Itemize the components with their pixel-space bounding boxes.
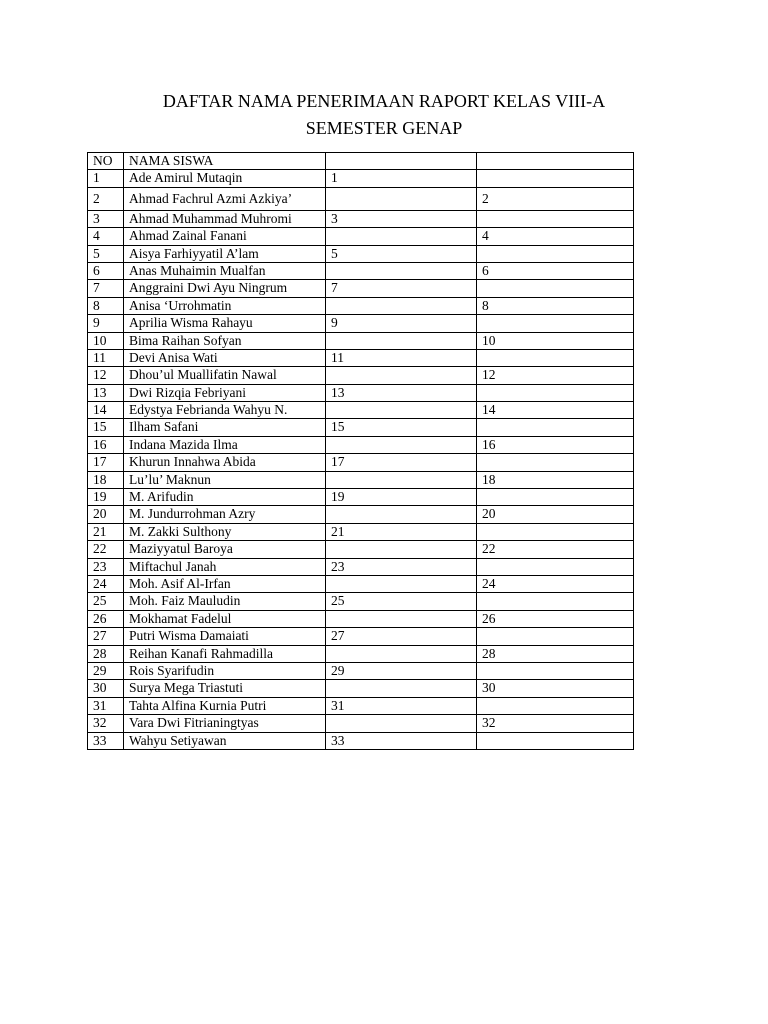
even-number-cell: 12: [477, 367, 634, 384]
table-row: [88, 489, 634, 506]
student-name: Putri Wisma Damaiati: [124, 628, 326, 645]
even-number-cell: 30: [477, 680, 634, 697]
student-name: Ilham Safani: [124, 419, 326, 436]
row-number: 15: [88, 419, 124, 436]
even-number-cell: 18: [477, 471, 634, 488]
odd-number-cell: [326, 262, 477, 279]
odd-number-cell: [326, 187, 477, 210]
table-row: [88, 628, 634, 645]
odd-number-cell: 31: [326, 697, 477, 714]
even-number-cell: [477, 170, 634, 187]
student-name: Aprilia Wisma Rahayu: [124, 315, 326, 332]
even-number-cell: [477, 245, 634, 262]
table-row: [88, 419, 634, 436]
odd-number-cell: 15: [326, 419, 477, 436]
odd-number-cell: 33: [326, 732, 477, 749]
student-name: Devi Anisa Wati: [124, 349, 326, 366]
student-name: Aisya Farhiyyatil A’lam: [124, 245, 326, 262]
table-row: [88, 454, 634, 471]
student-name: Ahmad Zainal Fanani: [124, 228, 326, 245]
table-row: [88, 593, 634, 610]
table-row: [88, 297, 634, 314]
odd-number-cell: [326, 645, 477, 662]
even-number-cell: 6: [477, 262, 634, 279]
even-number-cell: [477, 454, 634, 471]
student-name: Dwi Rizqia Febriyani: [124, 384, 326, 401]
table-row: [88, 680, 634, 697]
row-number: 32: [88, 715, 124, 732]
odd-number-cell: [326, 436, 477, 453]
odd-number-cell: 7: [326, 280, 477, 297]
row-number: 31: [88, 697, 124, 714]
student-name: Tahta Alfina Kurnia Putri: [124, 697, 326, 714]
student-name: M. Jundurrohman Azry: [124, 506, 326, 523]
row-number: 4: [88, 228, 124, 245]
even-number-cell: [477, 662, 634, 679]
student-name: Lu’lu’ Maknun: [124, 471, 326, 488]
row-number: 11: [88, 349, 124, 366]
even-number-cell: [477, 489, 634, 506]
table-row: [88, 715, 634, 732]
table-row: [88, 280, 634, 297]
table-row: [88, 645, 634, 662]
even-number-cell: 8: [477, 297, 634, 314]
odd-number-cell: 1: [326, 170, 477, 187]
row-number: 1: [88, 170, 124, 187]
row-number: 20: [88, 506, 124, 523]
row-number: 19: [88, 489, 124, 506]
odd-number-cell: [326, 680, 477, 697]
student-table: [87, 152, 634, 750]
header-name: NAMA SISWA: [124, 153, 326, 170]
row-number: 22: [88, 541, 124, 558]
odd-number-cell: 29: [326, 662, 477, 679]
even-number-cell: [477, 419, 634, 436]
student-name: Wahyu Setiyawan: [124, 732, 326, 749]
row-number: 5: [88, 245, 124, 262]
table-row: [88, 384, 634, 401]
even-number-cell: 26: [477, 610, 634, 627]
even-number-cell: [477, 628, 634, 645]
even-number-cell: 32: [477, 715, 634, 732]
row-number: 18: [88, 471, 124, 488]
even-number-cell: 16: [477, 436, 634, 453]
even-number-cell: [477, 210, 634, 227]
odd-number-cell: 23: [326, 558, 477, 575]
row-number: 28: [88, 645, 124, 662]
row-number: 17: [88, 454, 124, 471]
row-number: 33: [88, 732, 124, 749]
table-row: [88, 262, 634, 279]
row-number: 10: [88, 332, 124, 349]
odd-number-cell: 11: [326, 349, 477, 366]
even-number-cell: [477, 280, 634, 297]
student-name: M. Zakki Sulthony: [124, 523, 326, 540]
odd-number-cell: [326, 541, 477, 558]
table-row: [88, 662, 634, 679]
student-name: Edystya Febrianda Wahyu N.: [124, 402, 326, 419]
table-row: [88, 332, 634, 349]
student-name: Maziyyatul Baroya: [124, 541, 326, 558]
row-number: 26: [88, 610, 124, 627]
student-name: Ade Amirul Mutaqin: [124, 170, 326, 187]
even-number-cell: 4: [477, 228, 634, 245]
odd-number-cell: [326, 367, 477, 384]
student-name: Khurun Innahwa Abida: [124, 454, 326, 471]
student-name: Bima Raihan Sofyan: [124, 332, 326, 349]
odd-number-cell: [326, 402, 477, 419]
row-number: 24: [88, 575, 124, 592]
row-number: 30: [88, 680, 124, 697]
table-row: [88, 732, 634, 749]
student-name: Mokhamat Fadelul: [124, 610, 326, 627]
odd-number-cell: 17: [326, 454, 477, 471]
even-number-cell: [477, 593, 634, 610]
odd-number-cell: [326, 471, 477, 488]
odd-number-cell: 27: [326, 628, 477, 645]
odd-number-cell: 3: [326, 210, 477, 227]
odd-number-cell: 19: [326, 489, 477, 506]
student-name: M. Arifudin: [124, 489, 326, 506]
document-subtitle: SEMESTER GENAP: [305, 118, 463, 138]
table-row: [88, 187, 634, 210]
row-number: 13: [88, 384, 124, 401]
odd-number-cell: [326, 715, 477, 732]
odd-number-cell: 25: [326, 593, 477, 610]
row-number: 12: [88, 367, 124, 384]
student-name: Vara Dwi Fitrianingtyas: [124, 715, 326, 732]
header-col3: [326, 153, 477, 170]
even-number-cell: 22: [477, 541, 634, 558]
student-name: Reihan Kanafi Rahmadilla: [124, 645, 326, 662]
row-number: 29: [88, 662, 124, 679]
odd-number-cell: [326, 506, 477, 523]
student-name: Dhou’ul Muallifatin Nawal: [124, 367, 326, 384]
row-number: 9: [88, 315, 124, 332]
odd-number-cell: [326, 332, 477, 349]
table-row: [88, 558, 634, 575]
header-no: NO: [88, 153, 124, 170]
table-row: [88, 228, 634, 245]
student-name: Surya Mega Triastuti: [124, 680, 326, 697]
even-number-cell: 2: [477, 187, 634, 210]
row-number: 6: [88, 262, 124, 279]
row-number: 25: [88, 593, 124, 610]
table-row: [88, 541, 634, 558]
student-name: Indana Mazida Ilma: [124, 436, 326, 453]
table-row: [88, 402, 634, 419]
student-name: Miftachul Janah: [124, 558, 326, 575]
even-number-cell: [477, 384, 634, 401]
odd-number-cell: [326, 228, 477, 245]
student-name: Anggraini Dwi Ayu Ningrum: [124, 280, 326, 297]
odd-number-cell: 9: [326, 315, 477, 332]
table-row: [88, 349, 634, 366]
table-row: [88, 245, 634, 262]
student-name: Rois Syarifudin: [124, 662, 326, 679]
odd-number-cell: 5: [326, 245, 477, 262]
even-number-cell: [477, 349, 634, 366]
student-name: Ahmad Muhammad Muhromi: [124, 210, 326, 227]
odd-number-cell: 21: [326, 523, 477, 540]
table-row: [88, 315, 634, 332]
odd-number-cell: [326, 297, 477, 314]
table-row: [88, 506, 634, 523]
odd-number-cell: 13: [326, 384, 477, 401]
row-number: 14: [88, 402, 124, 419]
even-number-cell: 10: [477, 332, 634, 349]
student-name: Moh. Asif Al-Irfan: [124, 575, 326, 592]
even-number-cell: [477, 523, 634, 540]
even-number-cell: [477, 315, 634, 332]
row-number: 16: [88, 436, 124, 453]
even-number-cell: 20: [477, 506, 634, 523]
even-number-cell: 28: [477, 645, 634, 662]
student-table-body: [88, 153, 634, 750]
table-row: [88, 575, 634, 592]
student-name: Ahmad Fachrul Azmi Azkiya’: [124, 187, 326, 210]
even-number-cell: 24: [477, 575, 634, 592]
table-row: [88, 523, 634, 540]
student-name: Anisa ‘Urrohmatin: [124, 297, 326, 314]
row-number: 27: [88, 628, 124, 645]
table-row: [88, 170, 634, 187]
odd-number-cell: [326, 610, 477, 627]
student-name: Moh. Faiz Mauludin: [124, 593, 326, 610]
even-number-cell: 14: [477, 402, 634, 419]
table-header-row: [88, 153, 634, 170]
even-number-cell: [477, 732, 634, 749]
document-title: DAFTAR NAMA PENERIMAAN RAPORT KELAS VIII-A: [162, 91, 606, 111]
even-number-cell: [477, 697, 634, 714]
table-row: [88, 697, 634, 714]
row-number: 7: [88, 280, 124, 297]
table-row: [88, 210, 634, 227]
table-row: [88, 436, 634, 453]
row-number: 3: [88, 210, 124, 227]
table-row: [88, 610, 634, 627]
row-number: 23: [88, 558, 124, 575]
row-number: 21: [88, 523, 124, 540]
even-number-cell: [477, 558, 634, 575]
odd-number-cell: [326, 575, 477, 592]
header-col4: [477, 153, 634, 170]
table-row: [88, 367, 634, 384]
row-number: 8: [88, 297, 124, 314]
table-row: [88, 471, 634, 488]
student-name: Anas Muhaimin Mualfan: [124, 262, 326, 279]
row-number: 2: [88, 187, 124, 210]
